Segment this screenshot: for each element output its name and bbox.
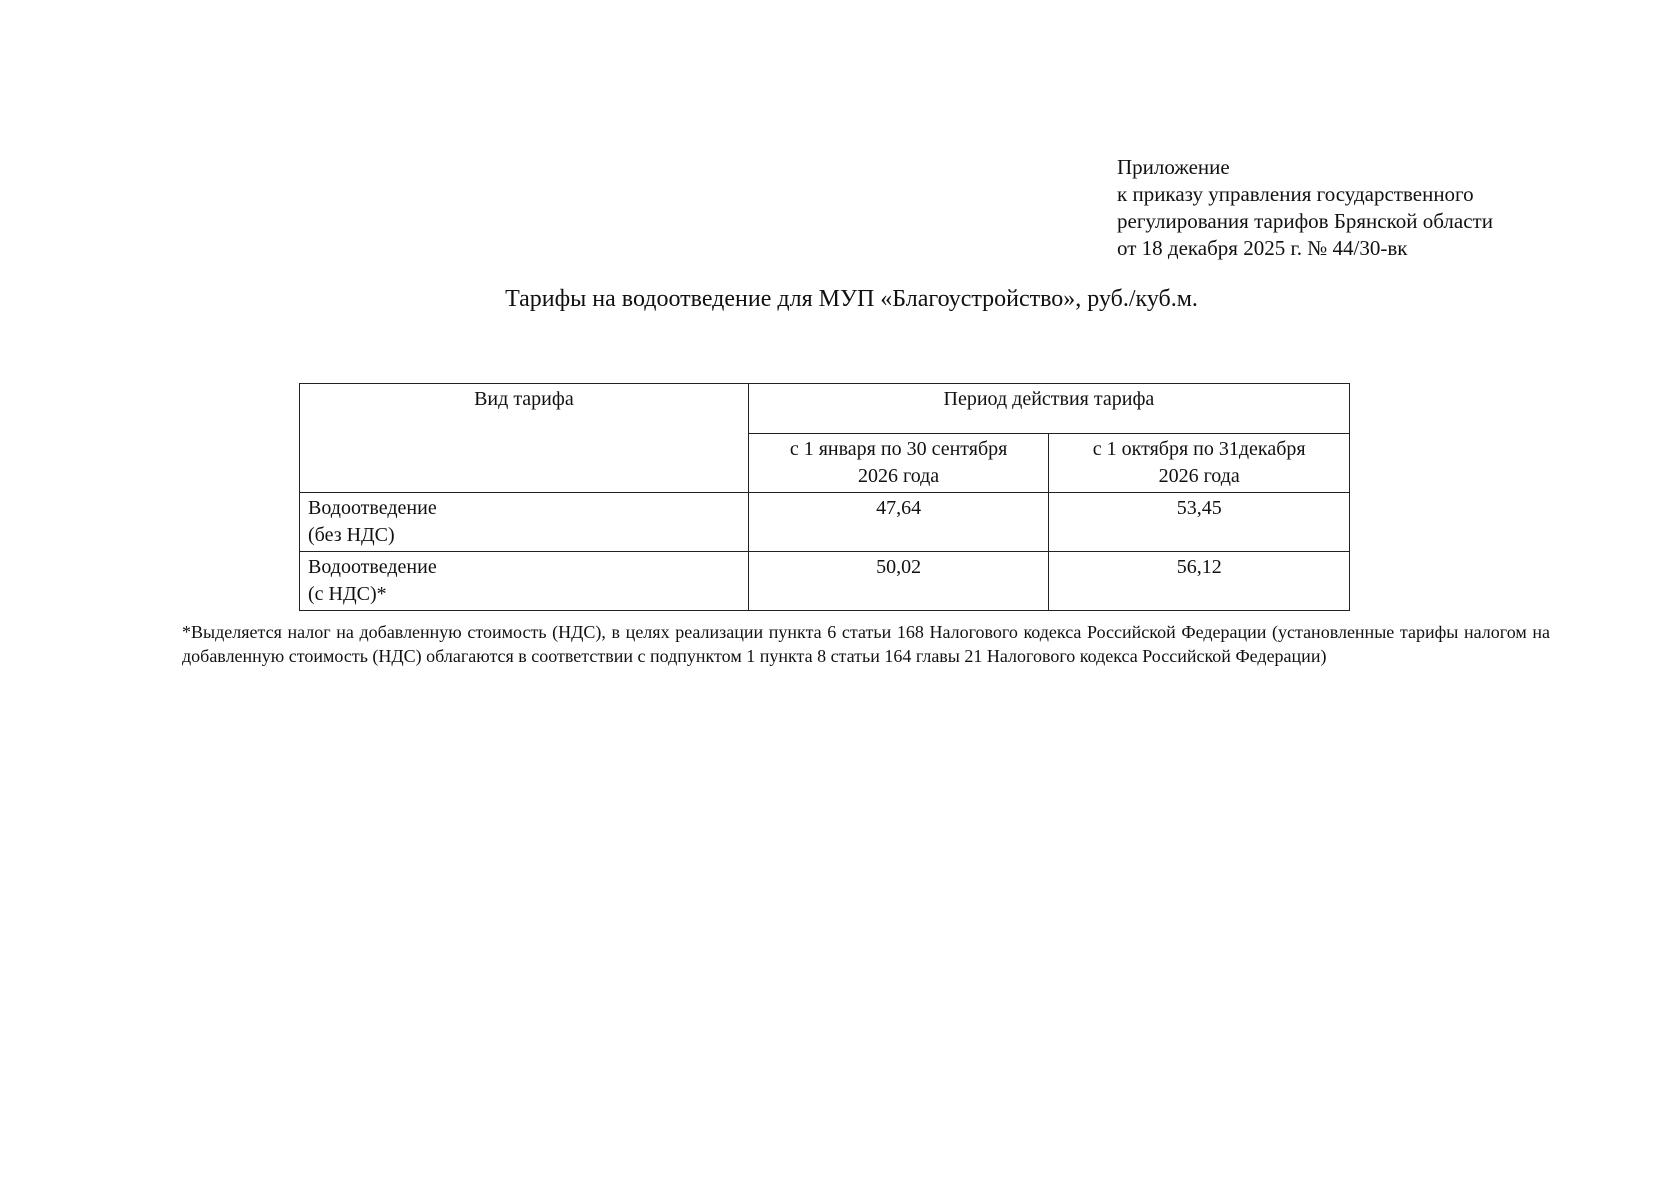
- vat-footnote: *Выделяется налог на добавленную стоимость (НДС), в целях реализации пункта 6 статьи 168 Налогового кодекса Российской Федерации (установленные тарифы налогом на добавленную стоимость (НДС) облагаются в соответствии с подпунктом 1 пункта 8 статьи 164 главы 21 Налогового кодекса Российской Федерации): [182, 622, 1550, 666]
- period-1-dates: с 1 января по 30 сентября: [789, 438, 1008, 460]
- period-2-year: 2026 года: [1158, 465, 1240, 487]
- row-1-value-period-1: 47,64: [748, 493, 1049, 552]
- table-header-row: [300, 384, 1350, 434]
- appendix-authority-line: регулирования тарифов Брянской области: [1117, 209, 1493, 233]
- row-2-kind-name: Водоотведение: [308, 556, 437, 578]
- appendix-label: Приложение: [1117, 155, 1230, 179]
- period-1-year: 2026 года: [858, 465, 940, 487]
- document-title: Тарифы на водоотведение для МУП «Благоустройство», руб./куб.м.: [505, 286, 1198, 312]
- appendix-block: [1117, 154, 1637, 262]
- period-2-dates: с 1 октября по 31декабря: [1092, 438, 1306, 460]
- row-2-kind: [300, 552, 749, 611]
- table-row: [300, 552, 1350, 611]
- appendix-date-number: от 18 декабря 2025 г. № 44/30-вк: [1117, 236, 1408, 260]
- header-tariff-kind: Вид тарифа: [300, 384, 749, 493]
- row-1-value-period-2: 53,45: [1049, 493, 1350, 552]
- row-1-kind: [300, 493, 749, 552]
- row-2-value-period-1: 50,02: [748, 552, 1049, 611]
- row-1-kind-vat: (без НДС): [308, 524, 395, 546]
- table-row: [300, 493, 1350, 552]
- tariff-table: [299, 383, 1350, 611]
- header-period-1: [748, 434, 1049, 493]
- header-tariff-period: Период действия тарифа: [748, 384, 1349, 434]
- header-period-2: [1049, 434, 1350, 493]
- row-2-kind-vat: (с НДС)*: [308, 583, 387, 605]
- appendix-order-line: к приказу управления государственного: [1117, 182, 1474, 206]
- row-2-value-period-2: 56,12: [1049, 552, 1350, 611]
- row-1-kind-name: Водоотведение: [308, 497, 437, 519]
